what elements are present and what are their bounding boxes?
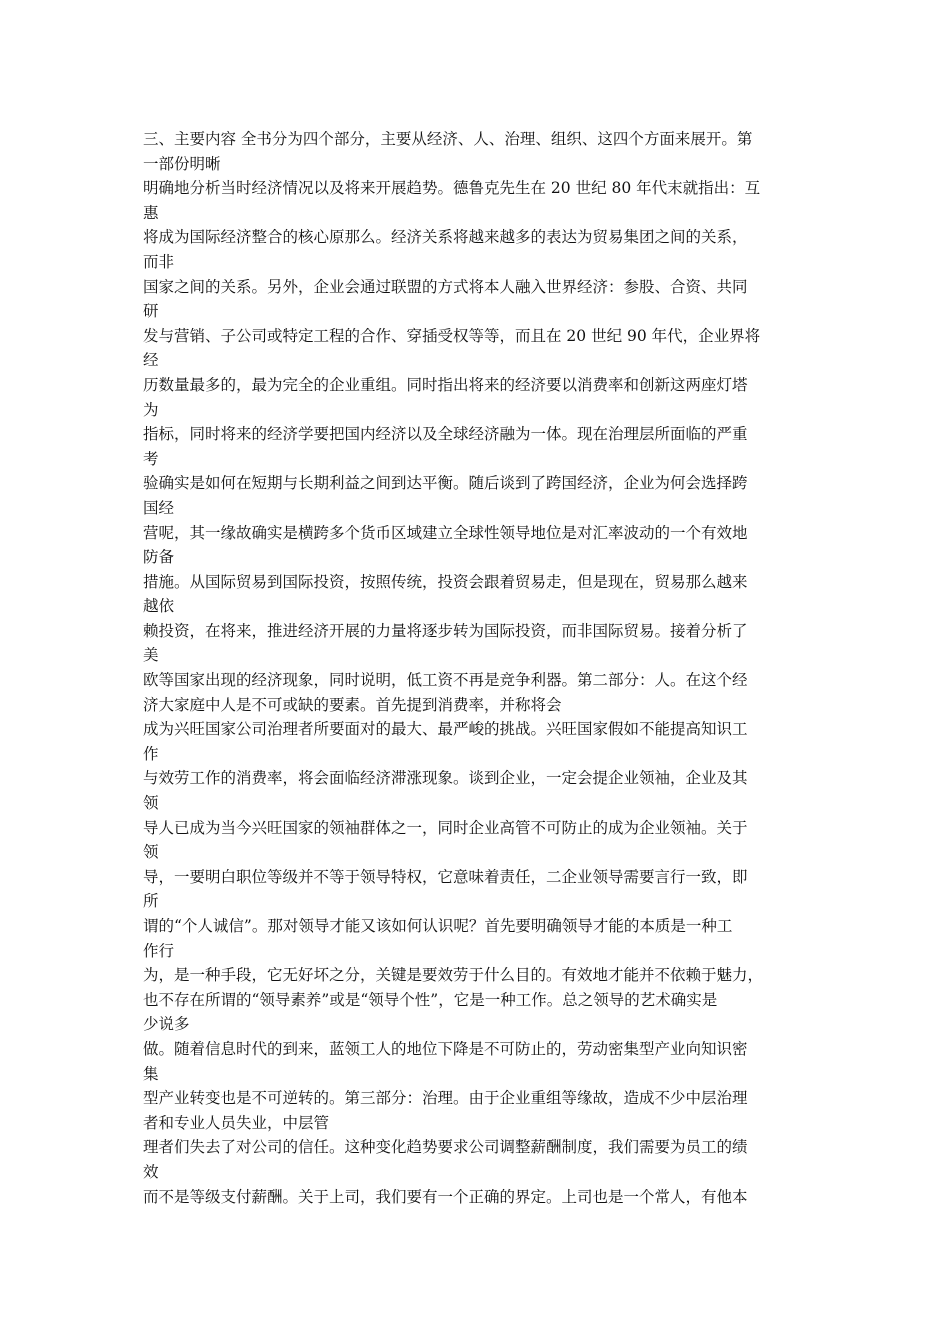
text-line: 济大家庭中人是不可或缺的要素。首先提到消费率，并称将会 xyxy=(143,695,562,714)
text-line: 成为兴旺国家公司治理者所要面对的最大、最严峻的挑战。兴旺国家假如不能提高知识工 xyxy=(143,720,748,739)
text-line: 欧等国家出现的经济现象，同时说明，低工资不再是竞争利器。第二部分：人。在这个经 xyxy=(143,671,748,690)
text-line: 少说多 xyxy=(143,1015,190,1034)
text-line: 防备 xyxy=(143,548,175,567)
text-line: 作行 xyxy=(143,941,175,960)
text-line: 与效劳工作的消费率，将会面临经济滞涨现象。谈到企业，一定会提企业领袖，企业及其 xyxy=(143,769,748,788)
text-line: 研 xyxy=(143,302,159,321)
text-line: 作 xyxy=(143,744,159,763)
text-line: 营呢，其一缘故确实是横跨多个货币区域建立全球性领导地位是对汇率波动的一个有效地 xyxy=(143,523,748,542)
text-line: 理者们失去了对公司的信任。这种变化趋势要求公司调整薪酬制度，我们需要为员工的绩 xyxy=(143,1138,748,1157)
text-line: 验确实是如何在短期与长期利益之间到达平衡。随后谈到了跨国经济，企业为何会选择跨 xyxy=(143,474,748,493)
text-line: 明确地分析当时经济情况以及将来开展趋势。德鲁克先生在 20 世纪 80 年代末就指出：互 xyxy=(143,179,761,198)
text-line: 为，是一种手段，它无好坏之分，关键是要效劳于什么目的。有效地才能并不依赖于魅力， xyxy=(143,966,764,985)
text-line: 一部份明晰 xyxy=(143,154,221,173)
text-line: 考 xyxy=(143,449,159,468)
text-line: 型产业转变也是不可逆转的。第三部分：治理。由于企业重组等缘故，造成不少中层治理 xyxy=(143,1089,748,1108)
text-line: 谓的“个人诚信”。那对领导才能又该如何认识呢？首先要明确领导才能的本质是一种工 xyxy=(143,917,733,935)
text-line: 所 xyxy=(143,892,159,911)
text-line: 三、主要内容 全书分为四个部分，主要从经济、人、治理、组织、这四个方面来展开。第 xyxy=(143,130,753,148)
text-line: 效 xyxy=(143,1162,159,1181)
text-line: 集 xyxy=(143,1064,159,1083)
text-line: 经 xyxy=(143,351,159,370)
text-line: 者和专业人员失业，中层管 xyxy=(143,1113,330,1132)
body-text xyxy=(143,127,823,1209)
text-line: 国经 xyxy=(143,498,175,517)
text-line: 发与营销、子公司或特定工程的合作、穿插受权等等，而且在 20 世纪 90 年代，企业界将 xyxy=(143,326,761,345)
text-line: 措施。从国际贸易到国际投资，按照传统，投资会跟着贸易走，但是现在，贸易那么越来 xyxy=(143,572,748,591)
text-line: 惠 xyxy=(143,203,159,222)
text-line: 国家之间的关系。另外，企业会通过联盟的方式将本人融入世界经济：参股、合资、共同 xyxy=(143,277,748,296)
text-line: 将成为国际经济整合的核心原那么。经济关系将越来越多的表达为贸易集团之间的关系， xyxy=(143,228,748,247)
text-line: 导，一要明白职位等级并不等于领导特权，它意味着责任，二企业领导需要言行一致，即 xyxy=(143,867,748,886)
text-line: 领 xyxy=(143,794,159,813)
text-line: 领 xyxy=(143,843,159,862)
text-line: 越依 xyxy=(143,597,175,616)
text-line: 而不是等级支付薪酬。关于上司，我们要有一个正确的界定。上司也是一个常人，有他本 xyxy=(143,1187,748,1206)
text-line: 美 xyxy=(143,646,159,665)
text-line: 为 xyxy=(143,400,159,419)
text-line: 指标，同时将来的经济学要把国内经济以及全球经济融为一体。现在治理层所面临的严重 xyxy=(143,425,748,444)
text-line: 也不存在所谓的“领导素养”或是“领导个性”，它是一种工作。总之领导的艺术确实是 xyxy=(143,990,718,1009)
text-line: 导人已成为当今兴旺国家的领袖群体之一，同时企业高管不可防止的成为企业领袖。关于 xyxy=(143,818,748,837)
text-line: 赖投资，在将来，推进经济开展的力量将逐步转为国际投资，而非国际贸易。接着分析了 xyxy=(143,621,748,640)
text-line: 历数量最多的，最为完全的企业重组。同时指出将来的经济要以消费率和创新这两座灯塔 xyxy=(143,375,748,394)
text-line: 做。随着信息时代的到来，蓝领工人的地位下降是不可防止的，劳动密集型产业向知识密 xyxy=(143,1039,748,1058)
text-line: 而非 xyxy=(143,252,175,271)
